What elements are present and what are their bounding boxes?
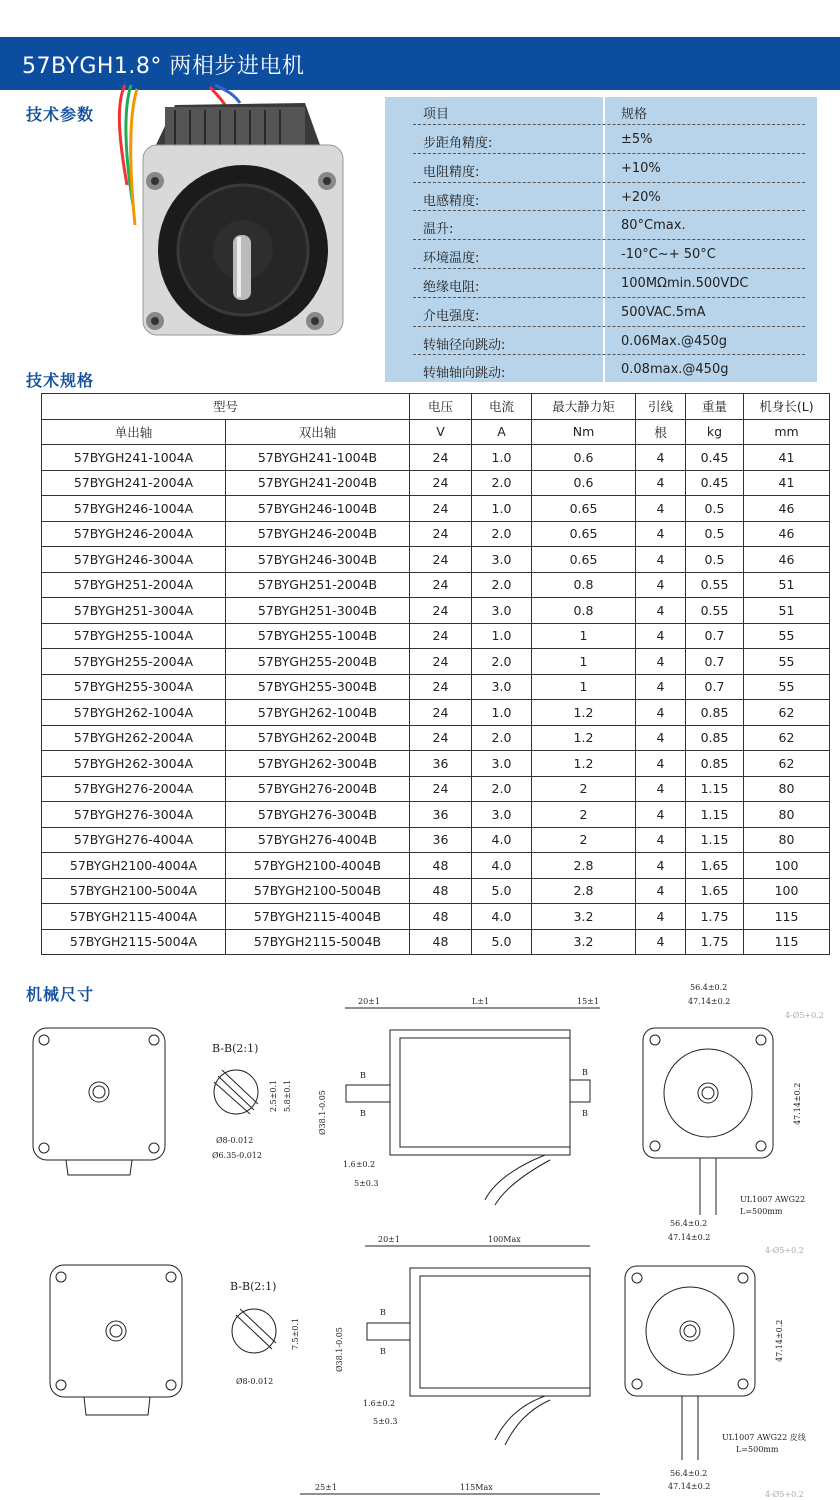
cell-double: 57BYGH262-1004B <box>226 700 410 726</box>
cell-single: 57BYGH276-3004A <box>42 802 226 828</box>
cable-a2: L=500mm <box>740 1207 783 1216</box>
cell-torque: 2 <box>532 776 636 802</box>
cell-single: 57BYGH251-2004A <box>42 572 226 598</box>
cell-current: 1.0 <box>472 700 532 726</box>
cell-double: 57BYGH246-1004B <box>226 496 410 522</box>
cell-leads: 4 <box>636 827 686 853</box>
cell-weight: 0.45 <box>686 445 744 471</box>
th-single: 单出轴 <box>42 419 226 445</box>
cell-length: 46 <box>744 547 830 573</box>
params-row: 电感精度: +20% <box>423 190 661 209</box>
cable-b1: UL1007 AWG22 皮线 <box>722 1433 806 1442</box>
front-view-2 <box>50 1265 182 1415</box>
cell-length: 46 <box>744 496 830 522</box>
cell-current: 3.0 <box>472 751 532 777</box>
cell-weight: 1.75 <box>686 904 744 930</box>
unit-current: A <box>472 419 532 445</box>
params-row: 电阻精度: +10% <box>423 161 661 180</box>
cell-current: 1.0 <box>472 623 532 649</box>
cell-single: 57BYGH251-3004A <box>42 598 226 624</box>
cell-leads: 4 <box>636 598 686 624</box>
cell-voltage: 36 <box>410 827 472 853</box>
table-row <box>42 623 830 649</box>
rear-view-2 <box>625 1219 806 1460</box>
params-row: 介电强度: 500VAC.5mA <box>423 305 706 324</box>
cell-weight: 0.5 <box>686 521 744 547</box>
params-row: 步距角精度: ±5% <box>423 132 653 151</box>
table-row <box>42 445 830 471</box>
cell-current: 2.0 <box>472 725 532 751</box>
cell-length: 100 <box>744 878 830 904</box>
cell-leads: 4 <box>636 802 686 828</box>
cell-double: 57BYGH276-4004B <box>226 827 410 853</box>
cell-single: 57BYGH255-1004A <box>42 623 226 649</box>
dim-d8b: Ø8-0.012 <box>236 1377 274 1386</box>
page-title: 57BYGH1.8° 两相步进电机 <box>22 54 305 79</box>
cell-current: 1.0 <box>472 496 532 522</box>
cell-torque: 3.2 <box>532 904 636 930</box>
b-mark: B <box>360 1109 366 1118</box>
dim-20: 20±1 <box>358 997 380 1006</box>
cell-torque: 0.65 <box>532 496 636 522</box>
cell-torque: 1 <box>532 674 636 700</box>
cell-length: 41 <box>744 445 830 471</box>
cell-double: 57BYGH251-3004B <box>226 598 410 624</box>
table-row <box>42 674 830 700</box>
section-bb-2 <box>230 1280 300 1386</box>
cell-double: 57BYGH262-3004B <box>226 751 410 777</box>
cell-voltage: 24 <box>410 700 472 726</box>
dim-4714c: 47.14±0.2 <box>668 1482 711 1491</box>
cell-single: 57BYGH2115-5004A <box>42 929 226 955</box>
cell-current: 5.0 <box>472 929 532 955</box>
cell-length: 80 <box>744 802 830 828</box>
cell-single: 57BYGH2115-4004A <box>42 904 226 930</box>
params-row: 绝缘电阻: 100MΩmin.500VDC <box>423 276 749 295</box>
cell-weight: 0.45 <box>686 470 744 496</box>
table-row <box>42 547 830 573</box>
cell-weight: 0.55 <box>686 598 744 624</box>
cell-length: 62 <box>744 725 830 751</box>
cell-weight: 0.5 <box>686 547 744 573</box>
cell-leads: 4 <box>636 572 686 598</box>
cell-torque: 1.2 <box>532 700 636 726</box>
cell-weight: 1.15 <box>686 802 744 828</box>
cell-current: 2.0 <box>472 521 532 547</box>
cell-torque: 1 <box>532 623 636 649</box>
cell-current: 3.0 <box>472 598 532 624</box>
cell-weight: 1.75 <box>686 929 744 955</box>
cell-current: 2.0 <box>472 776 532 802</box>
cell-current: 4.0 <box>472 904 532 930</box>
cell-weight: 0.85 <box>686 725 744 751</box>
cable-a1: UL1007 AWG22 <box>740 1195 806 1204</box>
cell-weight: 1.65 <box>686 878 744 904</box>
table-subheader-row <box>42 419 830 445</box>
th-double: 双出轴 <box>226 419 410 445</box>
cell-torque: 0.8 <box>532 572 636 598</box>
cell-single: 57BYGH276-2004A <box>42 776 226 802</box>
th-current: 电流 <box>472 394 532 420</box>
table-row <box>42 649 830 675</box>
table-header-row <box>42 394 830 420</box>
cell-voltage: 24 <box>410 725 472 751</box>
unit-torque: Nm <box>532 419 636 445</box>
dim-L: L±1 <box>472 997 490 1006</box>
table-row <box>42 496 830 522</box>
table-row <box>42 827 830 853</box>
dim-d8a: Ø8-0.012 <box>216 1136 254 1145</box>
cell-torque: 3.2 <box>532 929 636 955</box>
th-torque: 最大静力矩 <box>532 394 636 420</box>
cell-voltage: 48 <box>410 853 472 879</box>
cell-double: 57BYGH262-2004B <box>226 725 410 751</box>
cell-length: 41 <box>744 470 830 496</box>
params-row: 环境温度: -10°C~+ 50°C <box>423 247 716 266</box>
cell-current: 2.0 <box>472 470 532 496</box>
dim-564c: 56.4±0.2 <box>670 1469 708 1478</box>
cell-length: 115 <box>744 904 830 930</box>
dim-53b: 5±0.3 <box>373 1417 398 1426</box>
dim-d635: Ø6.35-0.012 <box>212 1151 262 1160</box>
cell-length: 100 <box>744 853 830 879</box>
table-row <box>42 751 830 777</box>
cell-single: 57BYGH255-2004A <box>42 649 226 675</box>
cell-current: 4.0 <box>472 853 532 879</box>
cell-weight: 0.55 <box>686 572 744 598</box>
mechanical-drawings <box>0 983 840 1500</box>
cell-voltage: 24 <box>410 598 472 624</box>
cable-b2: L=500mm <box>736 1445 779 1454</box>
b-mark: B <box>582 1068 588 1077</box>
drawing-row-3 <box>300 1469 804 1499</box>
cell-voltage: 24 <box>410 445 472 471</box>
cell-torque: 0.6 <box>532 470 636 496</box>
dim-25c: 25±1 <box>315 1483 337 1492</box>
cell-double: 57BYGH251-2004B <box>226 572 410 598</box>
th-leads: 引线 <box>636 394 686 420</box>
cell-double: 57BYGH246-3004B <box>226 547 410 573</box>
cell-voltage: 36 <box>410 802 472 828</box>
cell-voltage: 24 <box>410 572 472 598</box>
dim-hole-b: 4-Ø5+0.2 <box>765 1246 804 1255</box>
cell-voltage: 48 <box>410 878 472 904</box>
b-mark: B <box>360 1071 366 1080</box>
cell-single: 57BYGH262-2004A <box>42 725 226 751</box>
rear-view-1 <box>643 983 824 1216</box>
dim-25: 2.5±0.1 <box>269 1079 278 1112</box>
cell-leads: 4 <box>636 674 686 700</box>
cell-length: 80 <box>744 827 830 853</box>
cell-torque: 0.65 <box>532 521 636 547</box>
cell-double: 57BYGH2115-4004B <box>226 904 410 930</box>
params-panel <box>385 97 817 382</box>
table-row <box>42 700 830 726</box>
cell-weight: 1.65 <box>686 853 744 879</box>
cell-single: 57BYGH246-1004A <box>42 496 226 522</box>
th-model: 型号 <box>42 394 410 420</box>
cell-length: 115 <box>744 929 830 955</box>
motor-photo <box>115 85 355 340</box>
cell-torque: 2.8 <box>532 878 636 904</box>
cell-length: 51 <box>744 572 830 598</box>
params-row: 转轴径向跳动: 0.06Max.@450g <box>423 334 728 353</box>
cell-length: 55 <box>744 623 830 649</box>
table-row <box>42 470 830 496</box>
dim-115: 115Max <box>460 1483 493 1492</box>
cell-voltage: 48 <box>410 904 472 930</box>
side-view-2 <box>335 1235 590 1445</box>
cell-length: 55 <box>744 674 830 700</box>
dim-4714a: 47.14±0.2 <box>688 997 731 1006</box>
cell-single: 57BYGH246-2004A <box>42 521 226 547</box>
cell-voltage: 24 <box>410 776 472 802</box>
dim-16a: 1.6±0.2 <box>343 1160 376 1169</box>
cell-single: 57BYGH262-1004A <box>42 700 226 726</box>
cell-torque: 0.6 <box>532 445 636 471</box>
dim-16b: 1.6±0.2 <box>363 1399 396 1408</box>
table-row <box>42 598 830 624</box>
dim-75: 7.5±0.1 <box>291 1317 300 1350</box>
cell-double: 57BYGH255-3004B <box>226 674 410 700</box>
dim-100: 100Max <box>488 1235 521 1244</box>
table-row <box>42 521 830 547</box>
table-row <box>42 572 830 598</box>
cell-current: 2.0 <box>472 649 532 675</box>
cell-weight: 0.5 <box>686 496 744 522</box>
cell-leads: 4 <box>636 853 686 879</box>
cell-current: 1.0 <box>472 445 532 471</box>
cell-torque: 0.65 <box>532 547 636 573</box>
b-mark: B <box>582 1109 588 1118</box>
cell-weight: 0.85 <box>686 751 744 777</box>
dim-d38b: Ø38.1-0.05 <box>335 1327 344 1372</box>
dim-d38a: Ø38.1-0.05 <box>318 1090 327 1135</box>
th-voltage: 电压 <box>410 394 472 420</box>
cell-double: 57BYGH246-2004B <box>226 521 410 547</box>
table-row <box>42 853 830 879</box>
dim-hole-a: 4-Ø5+0.2 <box>785 1011 824 1020</box>
cell-leads: 4 <box>636 751 686 777</box>
cell-weight: 0.7 <box>686 649 744 675</box>
params-row: 温升: 80°Cmax. <box>423 218 686 237</box>
cell-single: 57BYGH2100-5004A <box>42 878 226 904</box>
params-header: 项目 规格 <box>423 107 648 122</box>
th-weight: 重量 <box>686 394 744 420</box>
params-row: 转轴轴向跳动: 0.08max.@450g <box>423 362 729 381</box>
front-view-1 <box>33 1028 165 1175</box>
cell-weight: 0.7 <box>686 674 744 700</box>
cell-voltage: 24 <box>410 521 472 547</box>
cell-length: 51 <box>744 598 830 624</box>
dim-4714vb: 47.14±0.2 <box>775 1319 784 1362</box>
cell-double: 57BYGH2100-5004B <box>226 878 410 904</box>
cell-length: 62 <box>744 700 830 726</box>
dim-53a: 5±0.3 <box>354 1179 379 1188</box>
cell-leads: 4 <box>636 878 686 904</box>
cell-current: 2.0 <box>472 572 532 598</box>
dim-58: 5.8±0.1 <box>283 1079 292 1112</box>
cell-single: 57BYGH255-3004A <box>42 674 226 700</box>
cell-current: 3.0 <box>472 802 532 828</box>
table-row <box>42 929 830 955</box>
cell-current: 3.0 <box>472 674 532 700</box>
cell-double: 57BYGH276-3004B <box>226 802 410 828</box>
cell-double: 57BYGH2100-4004B <box>226 853 410 879</box>
cell-leads: 4 <box>636 700 686 726</box>
section-tech-params: 技术参数 <box>26 105 95 124</box>
section-mech-dims: 机械尺寸 <box>26 985 95 1004</box>
cell-voltage: 24 <box>410 496 472 522</box>
cell-length: 80 <box>744 776 830 802</box>
spec-table <box>41 393 830 955</box>
cell-leads: 4 <box>636 521 686 547</box>
cell-torque: 0.8 <box>532 598 636 624</box>
cell-weight: 0.7 <box>686 623 744 649</box>
dim-20b: 20±1 <box>378 1235 400 1244</box>
cell-double: 57BYGH255-1004B <box>226 623 410 649</box>
cell-single: 57BYGH276-4004A <box>42 827 226 853</box>
cell-current: 3.0 <box>472 547 532 573</box>
cell-leads: 4 <box>636 623 686 649</box>
cell-torque: 2.8 <box>532 853 636 879</box>
cell-leads: 4 <box>636 776 686 802</box>
section-tech-specs: 技术规格 <box>26 371 95 390</box>
cell-current: 4.0 <box>472 827 532 853</box>
cell-weight: 1.15 <box>686 827 744 853</box>
cell-voltage: 36 <box>410 751 472 777</box>
cell-weight: 0.85 <box>686 700 744 726</box>
cell-current: 5.0 <box>472 878 532 904</box>
cell-torque: 1 <box>532 649 636 675</box>
dim-564a: 56.4±0.2 <box>690 983 728 992</box>
table-row <box>42 878 830 904</box>
cell-voltage: 24 <box>410 674 472 700</box>
cell-length: 55 <box>744 649 830 675</box>
dim-4714va: 47.14±0.2 <box>793 1082 802 1125</box>
cell-voltage: 24 <box>410 623 472 649</box>
th-length: 机身长(L) <box>744 394 830 420</box>
dim-15: 15±1 <box>577 997 599 1006</box>
cell-double: 57BYGH276-2004B <box>226 776 410 802</box>
b-mark: B <box>380 1347 386 1356</box>
unit-voltage: V <box>410 419 472 445</box>
cell-length: 62 <box>744 751 830 777</box>
cell-torque: 2 <box>532 827 636 853</box>
cell-single: 57BYGH241-2004A <box>42 470 226 496</box>
cell-torque: 2 <box>532 802 636 828</box>
unit-length: mm <box>744 419 830 445</box>
cell-torque: 1.2 <box>532 751 636 777</box>
cell-leads: 4 <box>636 496 686 522</box>
cell-leads: 4 <box>636 445 686 471</box>
label-bb-2: B-B(2:1) <box>230 1280 277 1293</box>
b-mark: B <box>380 1308 386 1317</box>
side-view-1 <box>318 997 600 1205</box>
dim-564b: 56.4±0.2 <box>670 1219 708 1228</box>
cell-voltage: 48 <box>410 929 472 955</box>
cell-voltage: 24 <box>410 649 472 675</box>
section-bb-1 <box>212 1042 292 1160</box>
cell-leads: 4 <box>636 649 686 675</box>
table-row <box>42 776 830 802</box>
unit-weight: kg <box>686 419 744 445</box>
cell-single: 57BYGH246-3004A <box>42 547 226 573</box>
cell-double: 57BYGH2115-5004B <box>226 929 410 955</box>
label-bb-1: B-B(2:1) <box>212 1042 259 1055</box>
cell-leads: 4 <box>636 904 686 930</box>
table-row <box>42 725 830 751</box>
cell-double: 57BYGH255-2004B <box>226 649 410 675</box>
cell-voltage: 24 <box>410 547 472 573</box>
title-bar <box>0 37 840 90</box>
dim-4714b: 47.14±0.2 <box>668 1233 711 1242</box>
cell-weight: 1.15 <box>686 776 744 802</box>
cell-leads: 4 <box>636 929 686 955</box>
cell-voltage: 24 <box>410 470 472 496</box>
cell-single: 57BYGH2100-4004A <box>42 853 226 879</box>
cell-length: 46 <box>744 521 830 547</box>
table-row <box>42 904 830 930</box>
cell-leads: 4 <box>636 725 686 751</box>
cell-single: 57BYGH241-1004A <box>42 445 226 471</box>
cell-leads: 4 <box>636 470 686 496</box>
cell-single: 57BYGH262-3004A <box>42 751 226 777</box>
cell-torque: 1.2 <box>532 725 636 751</box>
dim-hole-c: 4-Ø5+0.2 <box>765 1490 804 1499</box>
unit-leads: 根 <box>636 419 686 445</box>
table-row <box>42 802 830 828</box>
cell-leads: 4 <box>636 547 686 573</box>
cell-double: 57BYGH241-2004B <box>226 470 410 496</box>
cell-double: 57BYGH241-1004B <box>226 445 410 471</box>
